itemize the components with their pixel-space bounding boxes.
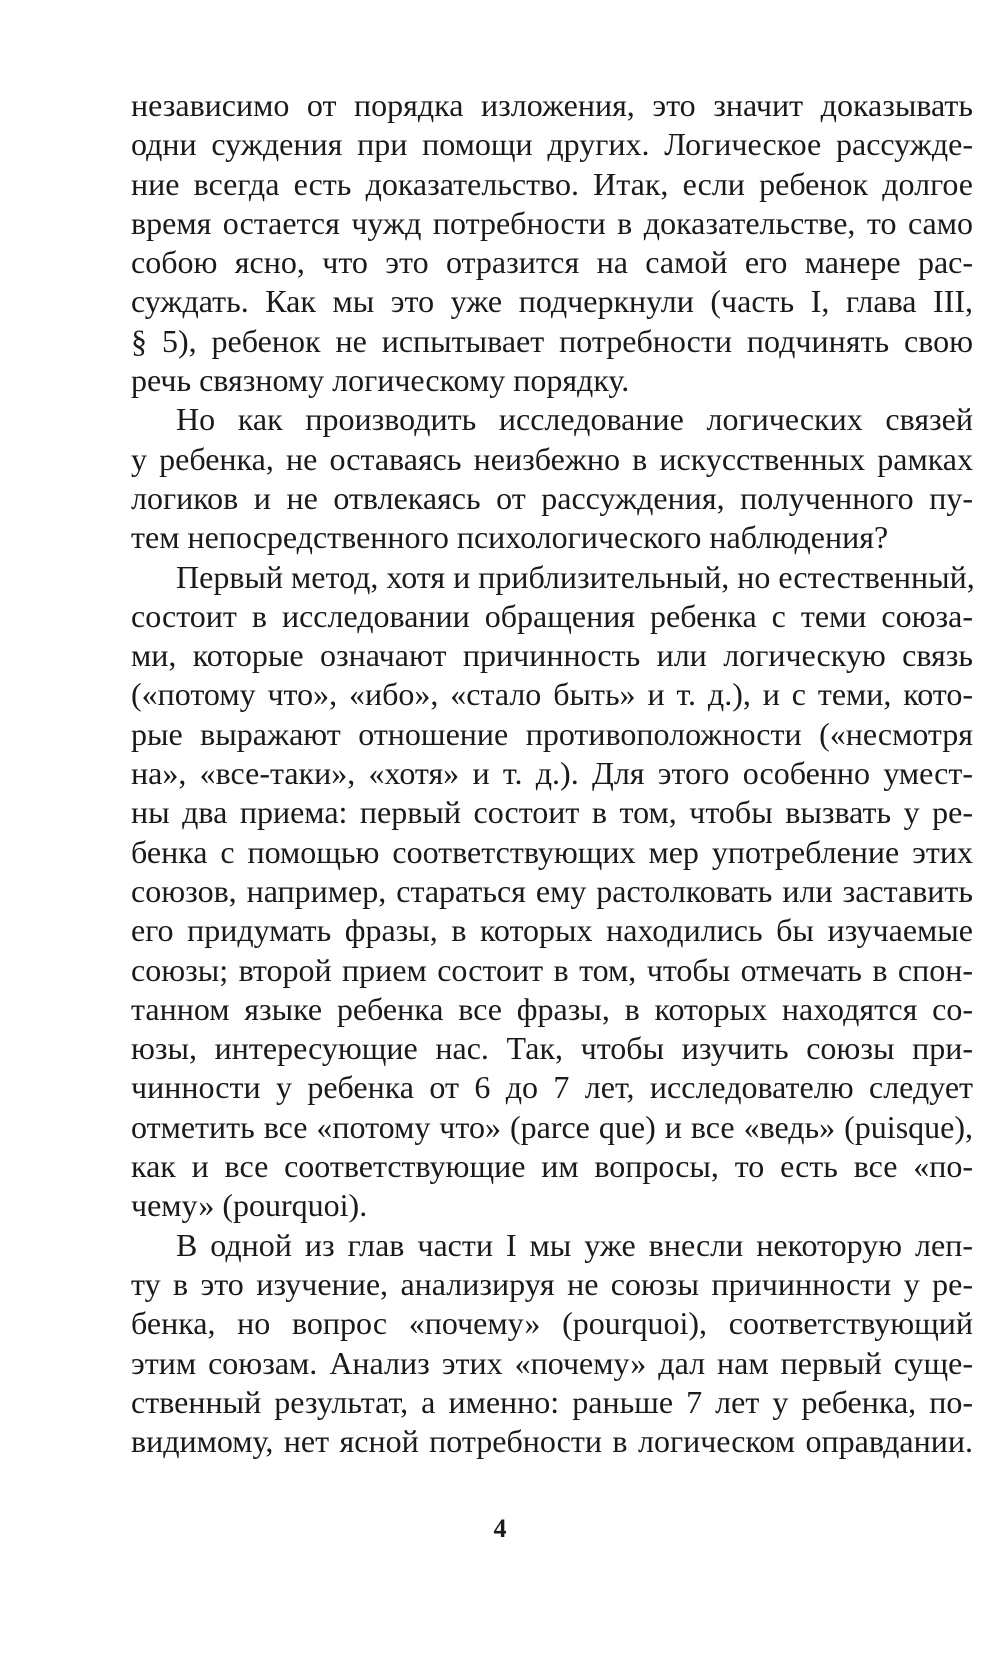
text-line: юзы, интересующие нас. Так, чтобы изучить союзы при-: [131, 1030, 973, 1067]
text-line: видимому, нет ясной потребности в логическом оправдании.: [131, 1423, 973, 1460]
text-line: рые выражают отношение противоположности («несмотря: [131, 715, 973, 752]
text-line: одни суждения при помощи других. Логическое рассужде-: [131, 126, 973, 163]
text-line: § 5), ребенок не испытывает потребности подчинять свою: [131, 322, 973, 359]
text-line: время остается чужд потребности в доказательстве, то само: [131, 204, 973, 241]
text-line: союзы; второй прием состоит в том, чтобы отмечать в спон-: [131, 951, 973, 988]
text-line: ственный результат, а именно: раньше 7 лет у ребенка, по-: [131, 1383, 973, 1420]
text-line: ны два приема: первый состоит в том, чтобы вызвать у ре-: [131, 794, 973, 831]
paragraph: [131, 1226, 973, 1462]
text-line: как и все соответствующие им вопросы, то есть все «по-: [131, 1148, 973, 1185]
text-line: Первый метод, хотя и приблизительный, но естественный,: [176, 558, 975, 595]
text-line: ми, которые означают причинность или логическую связь: [131, 637, 973, 674]
text-line: собою ясно, что это отразится на самой его манере рас-: [131, 244, 973, 281]
text-line: бенка с помощью соответствующих мер употребление этих: [131, 833, 973, 870]
paragraph: [131, 86, 973, 400]
text-line: танном языке ребенка все фразы, в которых находятся со-: [131, 990, 973, 1027]
body-text: [131, 86, 973, 1461]
text-line: этим союзам. Анализ этих «почему» дал нам первый суще-: [131, 1344, 973, 1381]
text-line: чему» (pourquoi).: [131, 1187, 368, 1224]
paragraph: [131, 400, 973, 557]
text-line: у ребенка, не оставаясь неизбежно в искусственных рамках: [131, 440, 973, 477]
text-line: отметить все «потому что» (parce que) и все «ведь» (puisque),: [131, 1108, 973, 1145]
text-line: Но как производить исследование логических связей: [176, 401, 973, 438]
text-line: независимо от порядка изложения, это значит доказывать: [131, 87, 973, 123]
text-line: бенка, но вопрос «почему» (pourquoi), соответствующий: [131, 1305, 973, 1342]
text-line: чинности у ребенка от 6 до 7 лет, исследователю следует: [131, 1069, 973, 1106]
text-line: тем непосредственного психологического наблюдения?: [131, 519, 889, 556]
text-line: В одной из глав части I мы уже внесли некоторую леп-: [176, 1226, 973, 1263]
text-line: на», «все-таки», «хотя» и т. д.). Для этого особенно умест-: [131, 755, 973, 792]
text-line: суждать. Как мы это уже подчеркнули (часть I, глава III,: [131, 283, 973, 320]
text-line: («потому что», «ибо», «стало быть» и т. д.), и с теми, кото-: [131, 676, 973, 713]
text-line: его придумать фразы, в которых находились бы изучаемые: [131, 912, 973, 949]
text-line: ние всегда есть доказательство. Итак, если ребенок долгое: [131, 165, 973, 202]
text-line: речь связному логическому порядку.: [131, 362, 630, 399]
paragraph: [131, 558, 973, 1226]
text-line: состоит в исследовании обращения ребенка с теми союза-: [131, 597, 973, 634]
text-line: ту в это изучение, анализируя не союзы причинности у ре-: [131, 1265, 973, 1302]
text-line: логиков и не отвлекаясь от рассуждения, полученного пу-: [131, 479, 973, 516]
page-number: 4: [493, 1514, 507, 1543]
text-line: союзов, например, стараться ему растолковать или заставить: [131, 872, 973, 909]
